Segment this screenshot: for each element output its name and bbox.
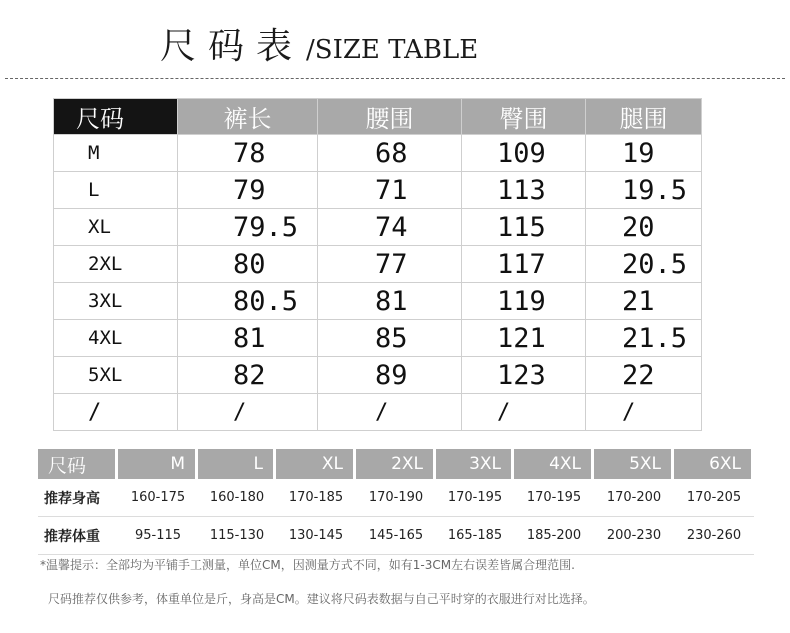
rec-value-cell: 185-200	[514, 517, 594, 555]
value-cell: /	[586, 394, 702, 431]
value-cell: 119	[462, 283, 586, 320]
value-cell: 68	[318, 135, 462, 172]
value-cell: 20.5	[586, 246, 702, 283]
size-table-header	[54, 99, 702, 135]
size-cell: XL	[54, 209, 178, 246]
rec-value-cell: 170-190	[356, 479, 436, 517]
value-cell: 74	[318, 209, 462, 246]
value-cell: 21	[586, 283, 702, 320]
value-cell: 80	[178, 246, 318, 283]
size-row	[54, 135, 702, 172]
value-cell: 22	[586, 357, 702, 394]
value-cell: 79	[178, 172, 318, 209]
rec-header-cell: 6XL	[674, 449, 754, 479]
size-row	[54, 209, 702, 246]
rec-header-cell: M	[118, 449, 198, 479]
rec-value-cell: 170-195	[436, 479, 514, 517]
value-cell: 117	[462, 246, 586, 283]
size-row	[54, 283, 702, 320]
page-title	[160, 18, 478, 68]
rec-row	[38, 517, 754, 555]
value-cell: /	[462, 394, 586, 431]
rec-value-cell: 145-165	[356, 517, 436, 555]
header-thigh: 腿围	[586, 99, 702, 135]
rec-value-cell: 165-185	[436, 517, 514, 555]
value-cell: 82	[178, 357, 318, 394]
rec-value-cell: 200-230	[594, 517, 674, 555]
title-chinese: 尺码表	[160, 26, 305, 67]
value-cell: 19	[586, 135, 702, 172]
size-cell: 2XL	[54, 246, 178, 283]
rec-header-cell: 5XL	[594, 449, 674, 479]
value-cell: 81	[178, 320, 318, 357]
rec-value-cell: 160-180	[198, 479, 276, 517]
rec-value-cell: 115-130	[198, 517, 276, 555]
size-cell: 4XL	[54, 320, 178, 357]
rec-header-cell: 尺码	[38, 449, 118, 479]
rec-value-cell: 130-145	[276, 517, 356, 555]
value-cell: 21.5	[586, 320, 702, 357]
value-cell: 77	[318, 246, 462, 283]
size-row	[54, 357, 702, 394]
value-cell: 19.5	[586, 172, 702, 209]
title-english: /SIZE TABLE	[306, 35, 479, 65]
value-cell: /	[318, 394, 462, 431]
header-size: 尺码	[54, 99, 178, 135]
recommendation-table	[38, 449, 754, 555]
value-cell: /	[178, 394, 318, 431]
rec-value-cell: 230-260	[674, 517, 754, 555]
header-pants-length: 裤长	[178, 99, 318, 135]
rec-value-cell: 170-185	[276, 479, 356, 517]
value-cell: 80.5	[178, 283, 318, 320]
rec-value-cell: 170-205	[674, 479, 754, 517]
value-cell: 79.5	[178, 209, 318, 246]
rec-header-cell: 2XL	[356, 449, 436, 479]
rec-value-cell: 170-195	[514, 479, 594, 517]
value-cell: 123	[462, 357, 586, 394]
size-row	[54, 394, 702, 431]
header-hip: 臀围	[462, 99, 586, 135]
rec-header-cell: L	[198, 449, 276, 479]
measurement-note: *温馨提示：全部均为平铺手工测量，单位CM，因测量方式不同，如有1-3CM左右误差皆属合理范围.	[40, 558, 575, 572]
size-row	[54, 172, 702, 209]
size-cell: 3XL	[54, 283, 178, 320]
rec-row-label: 推荐身高	[38, 479, 118, 517]
value-cell: 89	[318, 357, 462, 394]
value-cell: 81	[318, 283, 462, 320]
rec-value-cell: 95-115	[118, 517, 198, 555]
size-row	[54, 246, 702, 283]
value-cell: 20	[586, 209, 702, 246]
rec-header-cell: XL	[276, 449, 356, 479]
rec-header-cell: 4XL	[514, 449, 594, 479]
rec-value-cell: 160-175	[118, 479, 198, 517]
value-cell: 109	[462, 135, 586, 172]
size-row	[54, 320, 702, 357]
value-cell: 78	[178, 135, 318, 172]
recommendation-header	[38, 449, 754, 479]
value-cell: 71	[318, 172, 462, 209]
rec-row-label: 推荐体重	[38, 517, 118, 555]
header-waist: 腰围	[318, 99, 462, 135]
rec-header-cell: 3XL	[436, 449, 514, 479]
value-cell: 85	[318, 320, 462, 357]
size-cell: L	[54, 172, 178, 209]
value-cell: 113	[462, 172, 586, 209]
rec-row	[38, 479, 754, 517]
size-cell: /	[54, 394, 178, 431]
size-table	[53, 98, 702, 431]
dashed-divider	[5, 78, 785, 79]
rec-value-cell: 170-200	[594, 479, 674, 517]
recommendation-note: 尺码推荐仅供参考，体重单位是斤，身高是CM。建议将尺码表数据与自己平时穿的衣服进行对比选择。	[48, 592, 595, 606]
value-cell: 115	[462, 209, 586, 246]
size-cell: 5XL	[54, 357, 178, 394]
value-cell: 121	[462, 320, 586, 357]
size-cell: M	[54, 135, 178, 172]
